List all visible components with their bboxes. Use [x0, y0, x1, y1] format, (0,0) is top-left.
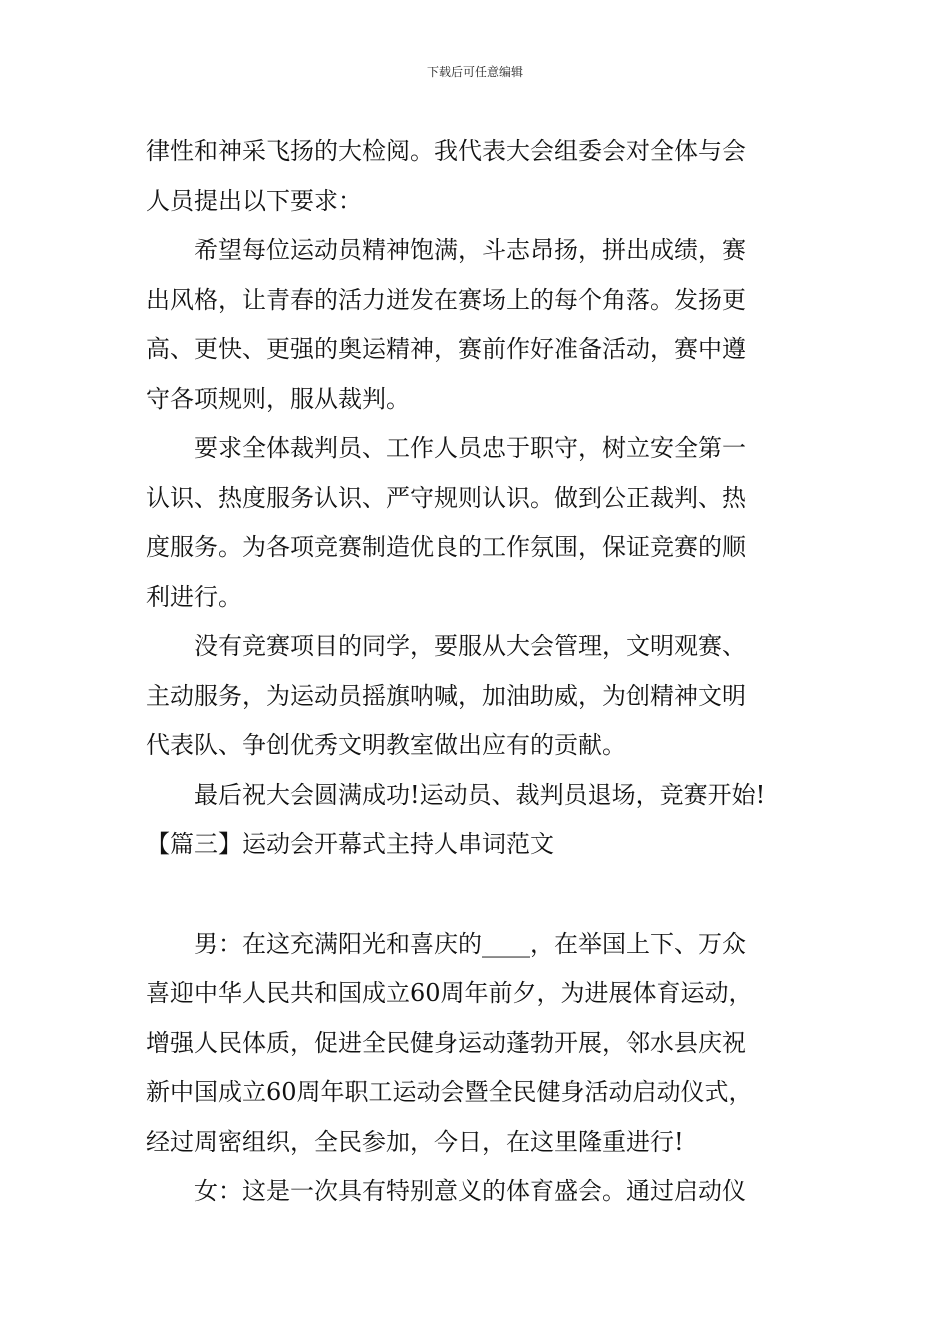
text-line: 男：在这充满阳光和喜庆的____，在举国上下、万众	[146, 929, 746, 958]
text-line: 代表队、争创优秀文明教室做出应有的贡献。	[146, 731, 626, 759]
text-line: 希望每位运动员精神饱满，斗志昂扬，拼出成绩，赛	[146, 236, 746, 264]
document-body	[146, 127, 812, 1217]
text-line: 守各项规则，服从裁判。	[146, 384, 410, 413]
text-line: 主动服务，为运动员摇旗呐喊，加油助威，为创精神文明	[146, 681, 746, 710]
text-line: 高、更快、更强的奥运精神，赛前作好准备活动，赛中遵	[146, 335, 746, 363]
text-line: 律性和神采飞扬的大检阅。我代表大会组委会对全体与会	[146, 137, 746, 165]
text-line: 没有竞赛项目的同学，要服从大会管理，文明观赛、	[146, 632, 746, 660]
text-line: 要求全体裁判员、工作人员忠于职守，树立安全第一	[146, 434, 746, 462]
text-line: 喜迎中华人民共和国成立60周年前夕，为进展体育运动，	[146, 979, 753, 1007]
text-line: 经过周密组织，全民参加，今日，在这里隆重进行!	[146, 1127, 684, 1156]
text-line: 度服务。为各项竞赛制造优良的工作氛围，保证竞赛的顺	[146, 533, 746, 561]
text-line: 认识、热度服务认识、严守规则认识。做到公正裁判、热	[146, 483, 746, 512]
text-line: 增强人民体质，促进全民健身运动蓬勃开展，邻水县庆祝	[146, 1028, 746, 1057]
text-line: 女：这是一次具有特别意义的体育盛会。通过启动仪	[146, 1177, 746, 1205]
text-line: 利进行。	[146, 582, 242, 611]
blank-line	[146, 870, 812, 920]
text-line: 出风格，让青春的活力迸发在赛场上的每个角落。发扬更	[146, 285, 746, 314]
text-line: 新中国成立60周年职工运动会暨全民健身活动启动仪式，	[146, 1078, 753, 1106]
text-line: 最后祝大会圆满成功!运动员、裁判员退场，竞赛开始!	[146, 780, 766, 809]
section-heading: 【篇三】运动会开幕式主持人串词范文	[146, 830, 554, 858]
text-line: 人员提出以下要求：	[146, 186, 362, 215]
page-header: 下载后可任意编辑	[426, 65, 523, 79]
